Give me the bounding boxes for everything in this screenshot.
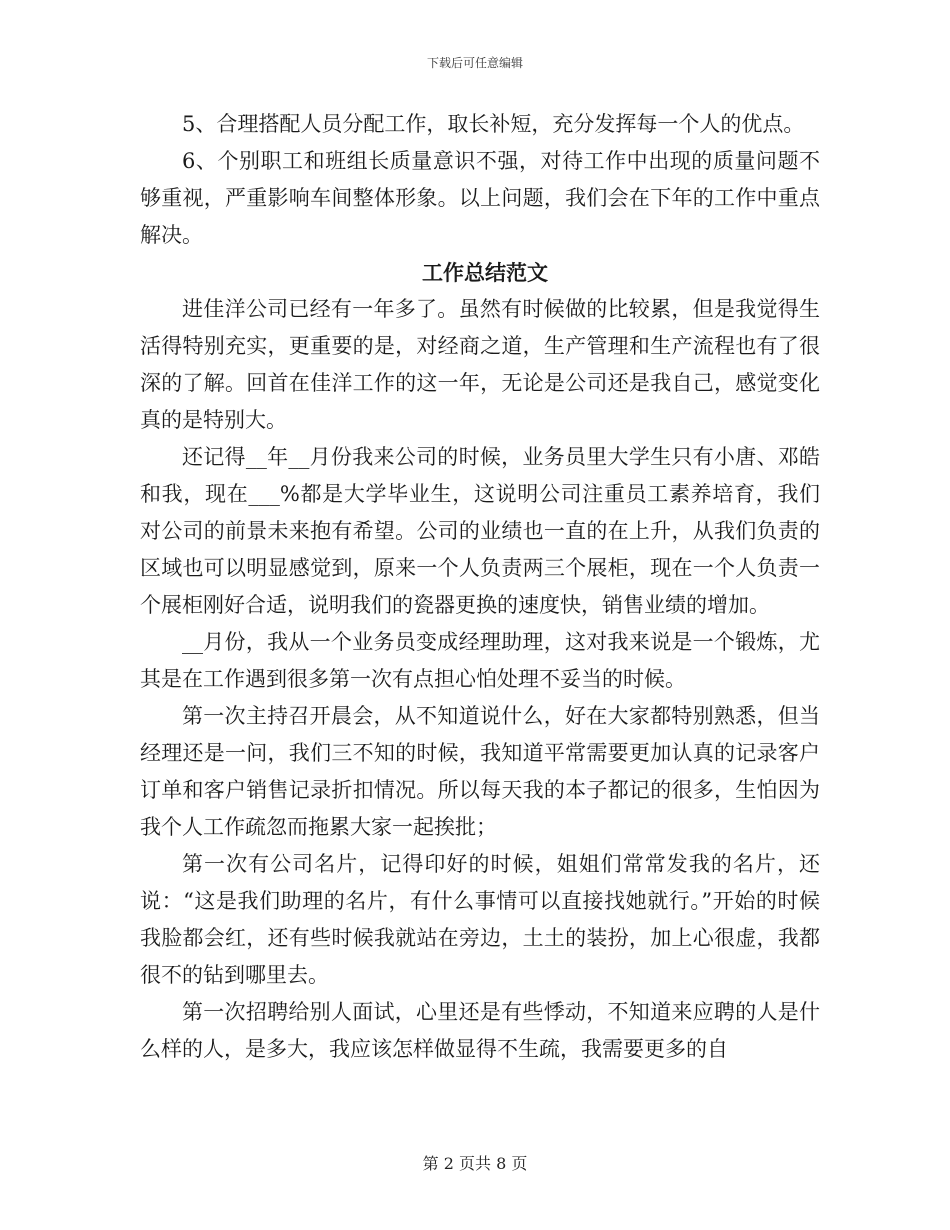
paragraph: 第一次招聘给别人面试，心里还是有些悸动，不知道来应聘的人是什么样的人，是多大，我应该怎样做显得不生疏，我需要更多的自 xyxy=(140,1000,820,1061)
paragraph: 第一次主持召开晨会，从不知道说什么，好在大家都特别熟悉，但当经理还是一问，我们三不知的时候，我知道平常需要更加认真的记录客户订单和客户销售记录折扣情况。所以每天我的本子都记的很多，生怕因为我个人工作疏忽而拖累大家一起挨批； xyxy=(140,704,820,839)
paragraph: 还记得__年__月份我来公司的时候，业务员里大学生只有小唐、邓皓和我，现在___%都是大学毕业生，这说明公司注重员工素养培育，我们对公司的前景未来抱有希望。公司的业绩也一直的在上升，从我们负责的区域也可以明显感觉到，原来一个人负责两三个展柜，现在一个人负责一个展柜刚好合适，说明我们的瓷器更换的速度快，销售业绩的增加。 xyxy=(140,445,820,617)
document-body xyxy=(140,106,820,1068)
page-footer: 第 2 页共 8 页 xyxy=(422,1154,528,1173)
paragraph: 5、合理搭配人员分配工作，取长补短，充分发挥每一个人的优点。 xyxy=(182,112,805,136)
paragraph: 第一次有公司名片，记得印好的时候，姐姐们常常发我的名片，还说：“这是我们助理的名片，有什么事情可以直接找她就行。”开始的时候我脸都会红，还有些时候我就站在旁边，土土的装扮，加上心很虚，我都很不的钻到哪里去。 xyxy=(140,852,820,987)
paragraph: __月份，我从一个业务员变成经理助理，这对我来说是一个锻炼，尤其是在工作遇到很多第一次有点担心怕处理不妥当的时候。 xyxy=(140,630,820,691)
paragraph: 进佳洋公司已经有一年多了。虽然有时候做的比较累，但是我觉得生活得特别充实，更重要的是，对经商之道，生产管理和生产流程也有了很深的了解。回首在佳洋工作的这一年，无论是公司还是我自己，感觉变化真的是特别大。 xyxy=(140,297,820,432)
paragraph: 6、个别职工和班组长质量意识不强，对待工作中出现的质量问题不够重视，严重影响车间整体形象。以上问题，我们会在下年的工作中重点解决。 xyxy=(140,149,820,247)
section-title: 工作总结范文 xyxy=(422,260,548,285)
page-header: 下载后可任意编辑 xyxy=(426,56,523,70)
